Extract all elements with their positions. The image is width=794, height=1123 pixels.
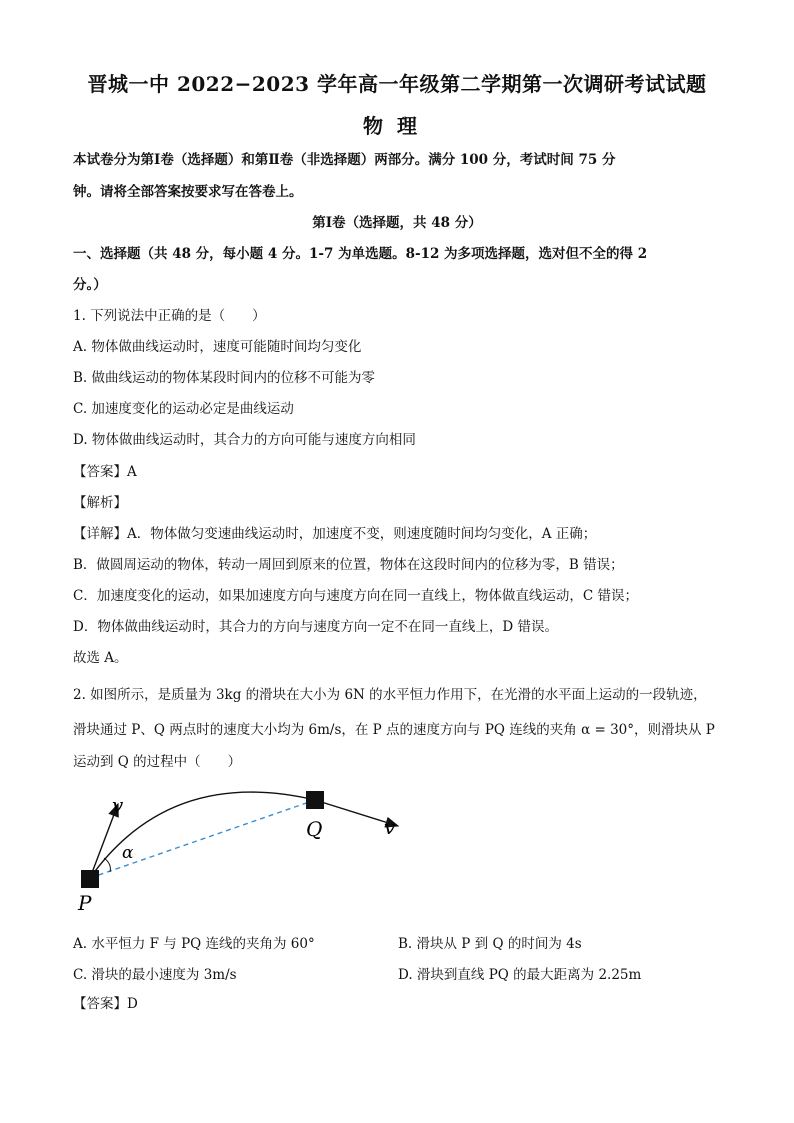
question-1-detail-d: D．物体做曲线运动时，其合力的方向与速度方向一定不在同一直线上，D 错误。 bbox=[73, 619, 558, 635]
label-alpha: α bbox=[122, 843, 134, 863]
question-2-option-b: B. 滑块从 P 到 Q 的时间为 4s bbox=[398, 936, 582, 952]
question-2-line-2: 滑块通过 P、Q 两点时的速度大小均为 6m/s，在 P 点的速度方向与 PQ 连线的夹角 α = 30°，则滑块从 P bbox=[73, 722, 715, 738]
intro-line-1: 本试卷分为第Ⅰ卷（选择题）和第Ⅱ卷（非选择题）两部分。满分 100 分，考试时间 75 分 bbox=[73, 152, 616, 168]
question-1-detail-b: B．做圆周运动的物体，转动一周回到原来的位置，物体在这段时间内的位移为零，B 错误； bbox=[73, 557, 624, 573]
section-heading: 第Ⅰ卷（选择题，共 48 分） bbox=[312, 215, 482, 231]
question-1-analysis-label: 【解析】 bbox=[73, 495, 127, 511]
question-1-stem: 1. 下列说法中正确的是（ ） bbox=[73, 308, 266, 324]
subject-title: 物理 bbox=[363, 114, 431, 138]
question-1-option-b: B. 做曲线运动的物体某段时间内的位移不可能为零 bbox=[73, 370, 376, 386]
question-1-detail-c: C．加速度变化的运动，如果加速度方向与速度方向在同一直线上，物体做直线运动，C 错误； bbox=[73, 588, 638, 604]
question-2-line-3: 运动到 Q 的过程中（ ） bbox=[73, 754, 242, 770]
trajectory-curve bbox=[90, 792, 315, 878]
label-q: Q bbox=[306, 817, 323, 841]
question-2-answer: 【答案】D bbox=[73, 996, 138, 1012]
label-p: P bbox=[78, 891, 92, 915]
question-2-line-1: 2. 如图所示，是质量为 3kg 的滑块在大小为 6N 的水平恒力作用下，在光滑的水平面上运动的一段轨迹， bbox=[73, 687, 707, 703]
question-2-option-d: D. 滑块到直线 PQ 的最大距离为 2.25m bbox=[398, 967, 642, 983]
question-1-answer: 【答案】A bbox=[73, 464, 137, 480]
label-v-right: v bbox=[384, 815, 396, 839]
label-v-left: v bbox=[112, 793, 124, 817]
question-1-detail-a: 【详解】A．物体做匀变速曲线运动时，加速度不变，则速度随时间均匀变化，A 正确； bbox=[73, 526, 597, 542]
block-p bbox=[81, 870, 99, 888]
question-1-option-a: A. 物体做曲线运动时，速度可能随时间均匀变化 bbox=[73, 339, 362, 355]
question-2-option-c: C. 滑块的最小速度为 3m/s bbox=[73, 967, 237, 983]
question-2-option-a: A. 水平恒力 F 与 PQ 连线的夹角为 60° bbox=[73, 936, 315, 952]
block-q bbox=[306, 791, 324, 809]
section-instruction-2: 分。） bbox=[73, 277, 107, 293]
trajectory-diagram bbox=[70, 786, 410, 916]
section-instruction-1: 一、选择题（共 48 分，每小题 4 分。1-7 为单选题。8-12 为多项选择题，选对但不全的得 2 bbox=[73, 246, 648, 262]
question-1-option-d: D. 物体做曲线运动时，其合力的方向可能与速度方向相同 bbox=[73, 432, 416, 448]
intro-line-2: 钟。请将全部答案按要求写在答卷上。 bbox=[73, 184, 303, 200]
question-1-option-c: C. 加速度变化的运动必定是曲线运动 bbox=[73, 401, 294, 417]
question-1-conclusion: 故选 A。 bbox=[73, 650, 128, 666]
page-title: 晋城一中 2022−2023 学年高一年级第二学期第一次调研考试试题 bbox=[87, 72, 707, 96]
alpha-arc bbox=[104, 858, 110, 872]
